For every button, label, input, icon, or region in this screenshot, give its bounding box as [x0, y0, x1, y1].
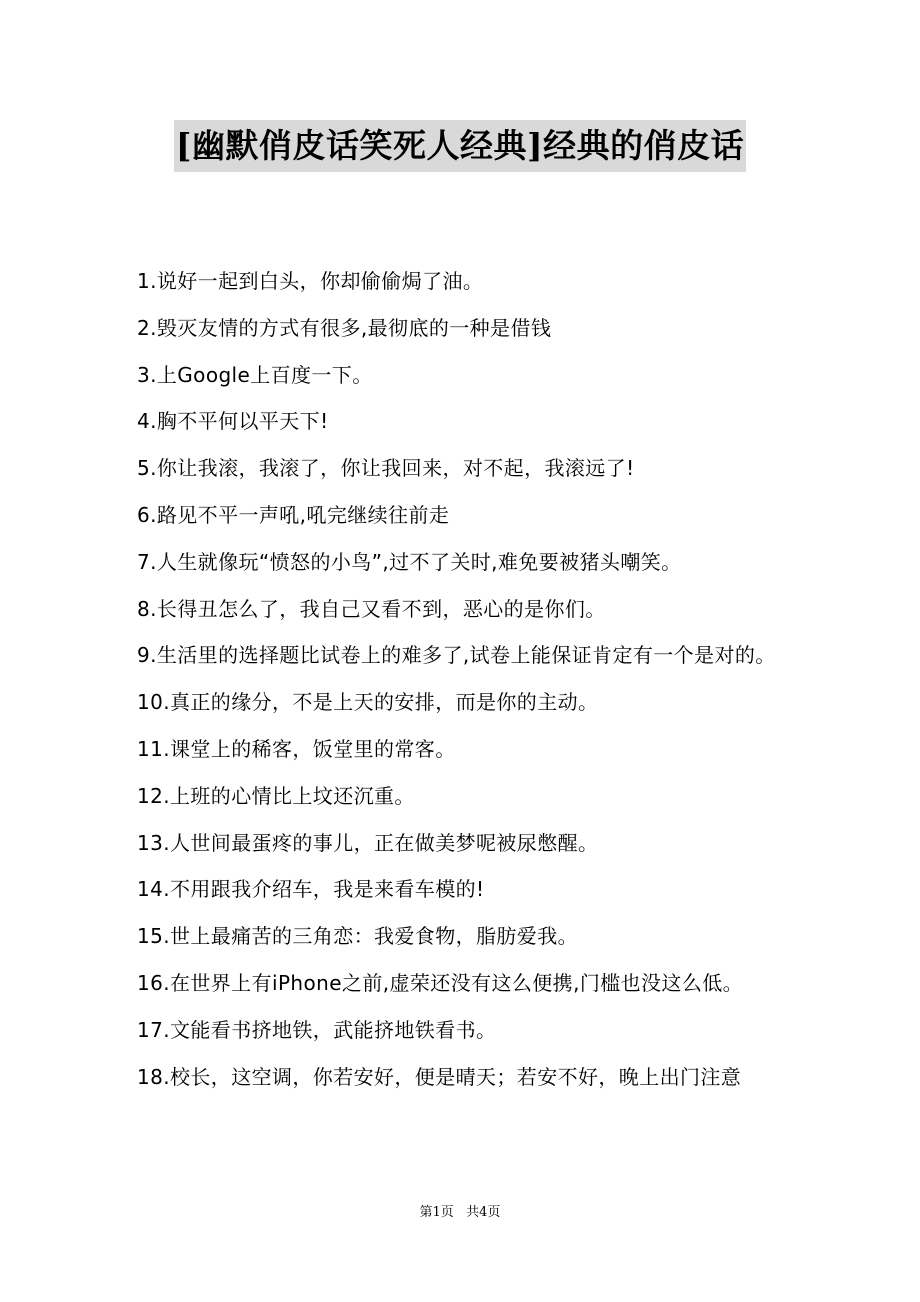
list-item: 13.人世间最蛋疼的事儿，正在做美梦呢被尿憋醒。	[137, 830, 599, 855]
list-item: 4.胸不平何以平天下!	[137, 409, 329, 434]
list-item: 6.路见不平一声吼,吼完继续往前走	[137, 502, 450, 527]
joke-list	[137, 258, 787, 1100]
list-item: 16.在世界上有iPhone之前,虚荣还没有这么便携,门槛也没这么低。	[137, 970, 744, 995]
list-item: 18.校长，这空调，你若安好，便是晴天；若安不好，晚上出门注意	[137, 1064, 742, 1089]
list-item: 12.上班的心情比上坟还沉重。	[137, 783, 415, 808]
list-item: 1.说好一起到白头，你却偷偷焗了油。	[137, 269, 484, 293]
list-item: 7.人生就像玩“愤怒的小鸟”,过不了关时,难免要被猪头嘲笑。	[137, 549, 682, 574]
list-item: 14.不用跟我介绍车，我是来看车模的!	[137, 877, 485, 902]
title-container	[0, 120, 920, 172]
list-item: 5.你让我滚，我滚了，你让我回来，对不起，我滚远了!	[137, 456, 635, 481]
list-item: 17.文能看书挤地铁，武能挤地铁看书。	[137, 1017, 497, 1042]
list-item: 15.世上最痛苦的三角恋：我爱食物，脂肪爱我。	[137, 924, 579, 949]
list-item: 2.毁灭友情的方式有很多,最彻底的一种是借钱	[137, 315, 552, 340]
list-item: 3.上Google上百度一下。	[137, 362, 373, 387]
list-item: 11.课堂上的稀客，饭堂里的常客。	[137, 736, 456, 761]
page-footer: 第1页 共4页	[419, 1205, 501, 1220]
list-item: 10.真正的缘分，不是上天的安排，而是你的主动。	[137, 690, 599, 715]
list-item: 9.生活里的选择题比试卷上的难多了,试卷上能保证肯定有一个是对的。	[137, 643, 776, 668]
list-item: 8.长得丑怎么了，我自己又看不到，恶心的是你们。	[137, 596, 606, 621]
document-title: [幽默俏皮话笑死人经典]经典的俏皮话	[174, 120, 746, 172]
